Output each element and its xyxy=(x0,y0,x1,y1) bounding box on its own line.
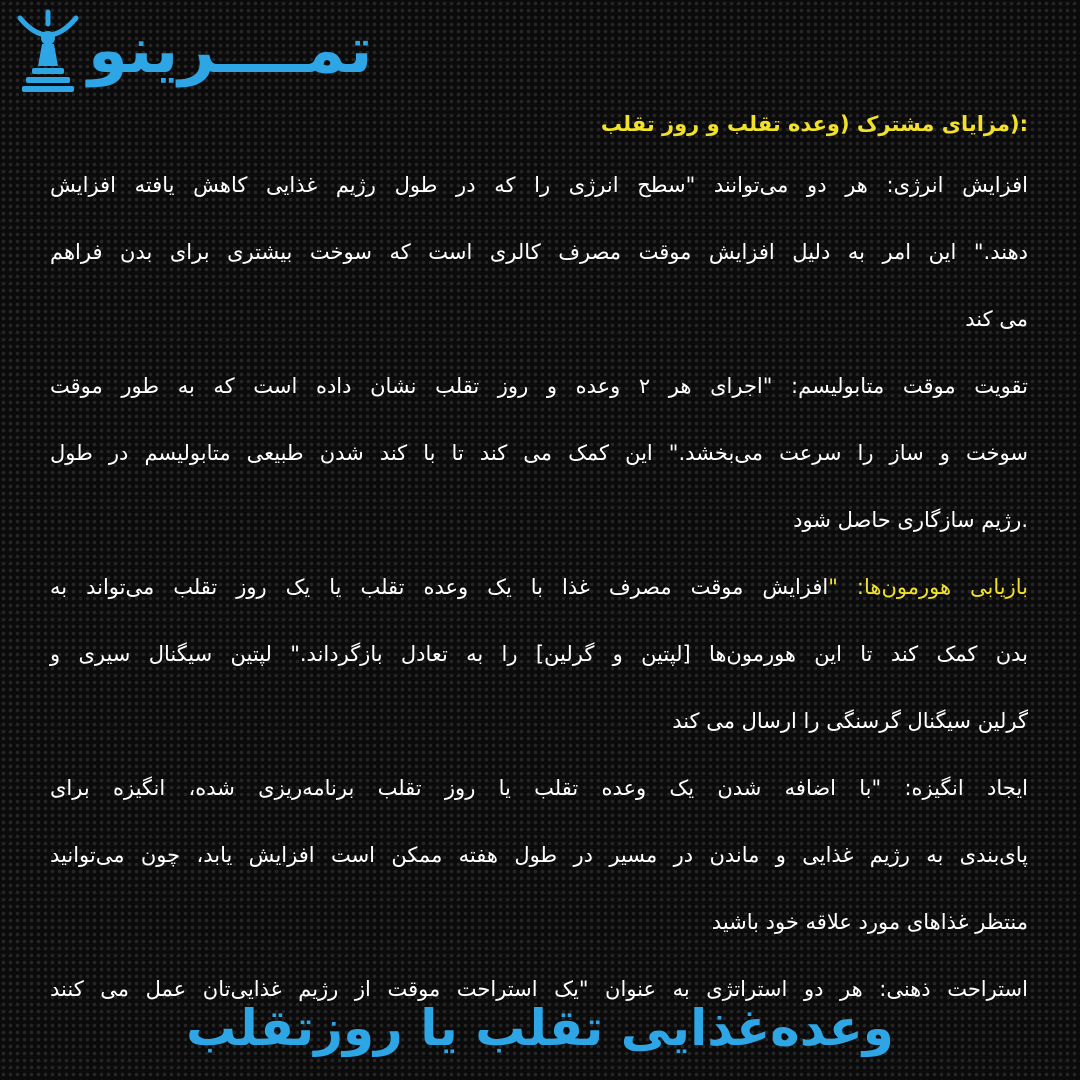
paragraph-line: می کند xyxy=(965,307,1028,331)
paragraph-line-text: افزایش موقت مصرف غذا با یک وعده تقلب یا یک روز تقلب می‌تواند به xyxy=(50,575,829,599)
paragraph-line: منتظر غذاهای مورد علاقه خود باشید xyxy=(711,910,1028,934)
brand-logo xyxy=(12,6,442,96)
article-body xyxy=(50,96,1028,1023)
footer-title: وعده‌غذایی تقلب یا روزتقلب xyxy=(186,999,894,1057)
paragraph-line: ایجاد انگیزه: "با اضافه شدن یک وعده تقلب یا روز تقلب برنامه‌ریزی شده، انگیزه برای xyxy=(50,776,1028,800)
paragraph-line: دهند." این امر به دلیل افزایش موقت مصرف کالری است که سوخت بیشتری برای بدن فراهم xyxy=(50,240,1028,264)
brand-name: تمــــرینو xyxy=(88,14,373,88)
paragraph-line: گرلین سیگنال گرسنگی را ارسال می کند xyxy=(672,709,1028,733)
paragraph-line xyxy=(50,554,1028,621)
paragraph-line: سوخت و ساز را سرعت می‌بخشد." این کمک می کند تا با کند شدن طبیعی متابولیسم در طول xyxy=(50,441,1028,465)
paragraph-line: افزایش انرژی: هر دو می‌توانند "سطح انرژی را که در طول رژیم غذایی کاهش یافته افزایش xyxy=(50,173,1028,197)
paragraph-line: بدن کمک کند تا این هورمون‌ها [لپتین و گرلین] را به تعادل بازگرداند." لپتین سیگنال سیری و xyxy=(50,642,1028,666)
highlighted-term: بازیابی هورمون‌ها: " xyxy=(828,575,1028,599)
section-heading: :(مزایای مشترک (وعده تقلب و روز تقلب xyxy=(600,112,1028,136)
paragraph-line: پای‌بندی به رژیم غذایی و ماندن در مسیر در طول هفته ممکن است افزایش یابد، چون می‌توانید xyxy=(50,843,1028,867)
chess-pawn-icon xyxy=(12,8,84,94)
paragraph-line: .رژیم سازگاری حاصل شود xyxy=(793,508,1028,532)
paragraph-line: استراحت ذهنی: هر دو استراتژی به عنوان "یک استراحت موقت از رژیم غذایی‌تان عمل می کنند xyxy=(50,977,1028,1001)
paragraph-line: تقویت موقت متابولیسم: "اجرای هر ۲ وعده و روز تقلب نشان داده است که به طور موقت xyxy=(50,374,1029,398)
